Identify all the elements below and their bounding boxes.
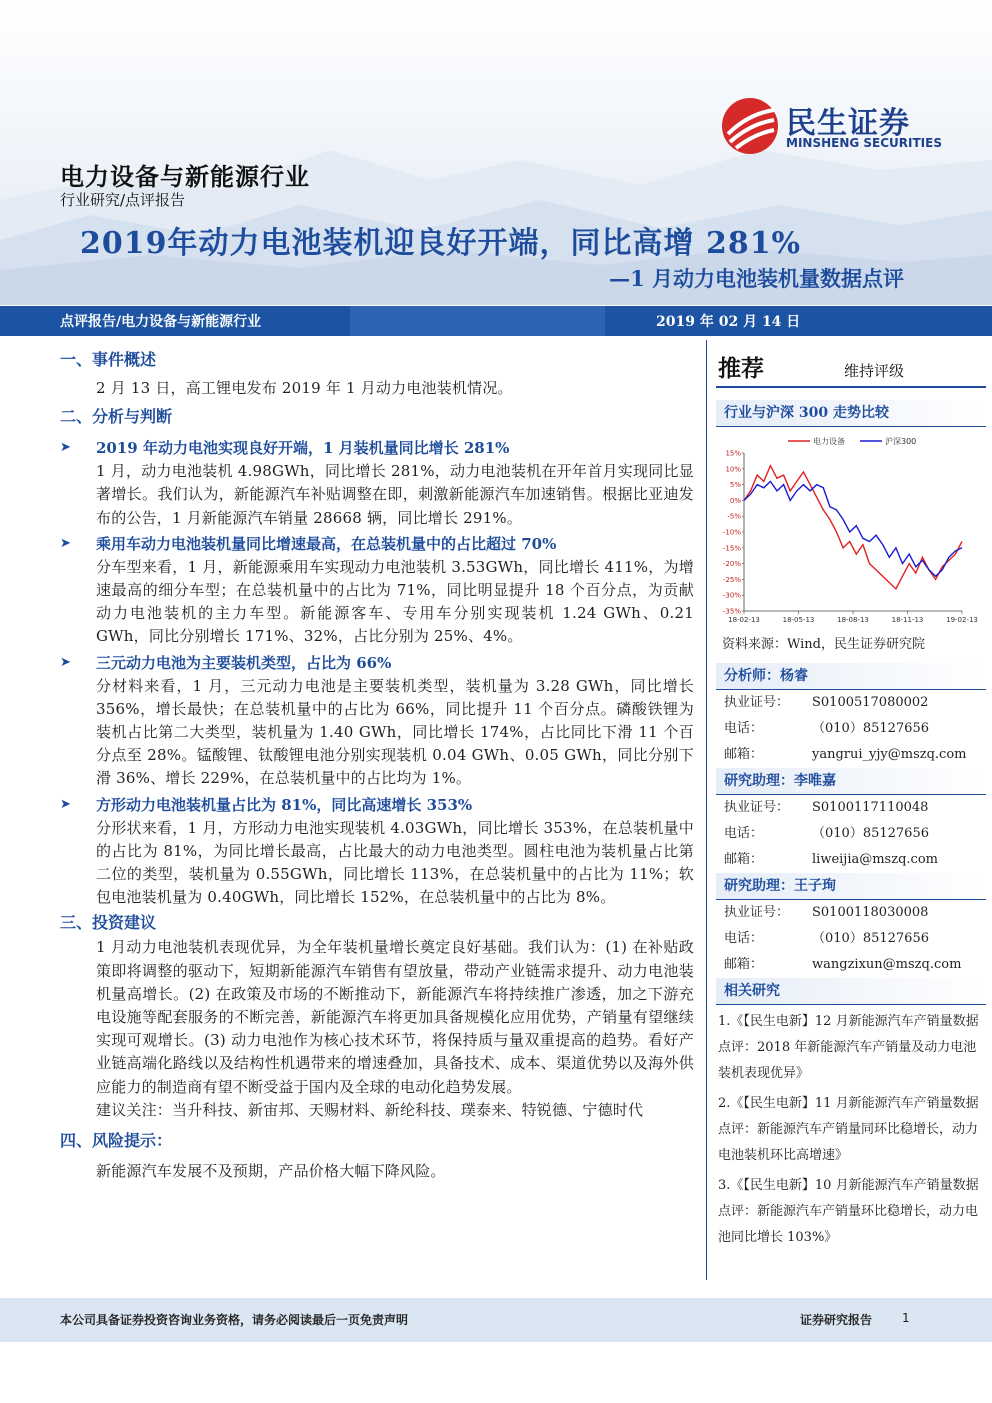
rating-box	[716, 346, 986, 388]
info-value: liweijia@mszq.com	[812, 852, 938, 867]
info-value: S0100118030008	[812, 905, 929, 920]
industry-name: 电力设备与新能源行业	[60, 163, 310, 191]
page-number: 1	[902, 1311, 910, 1325]
info-row	[716, 900, 986, 926]
related-item[interactable]: 1.《【民生电新】12 月新能源汽车产销量数据点评：2018 年新能源汽车产销量及动力电池装机表现优异》	[718, 1014, 979, 1081]
report-subtitle: —1 月动力电池装机量数据点评	[609, 266, 904, 291]
rating-label: 推荐	[718, 356, 764, 382]
assistant-heading: 研究助理：王子珣	[716, 873, 986, 900]
bullet-body: 分形状来看，1 月，方形动力电池实现装机 4.03GWh，同比增长 353%，在总装机量中的占比为 81%，为同比增长最高，占比最大的动力电池类型。圆柱电池为装机量占比第二位的类型，装机量为 0.55GWh，同比增长 113%，在总装机量中的占比为 11%；软包电池装机量为 0.40GWh，同比增长 152%，在总装机量中的占比为 8%。	[96, 818, 694, 907]
info-value: （010）85127656	[812, 721, 929, 736]
info-key: 邮箱：	[724, 957, 764, 972]
related-item[interactable]: 3.《【民生电新】10 月新能源汽车产销量数据点评：新能源汽车产销量环比稳增长，动力电池同比增长 103%》	[718, 1178, 979, 1245]
info-row	[716, 952, 986, 978]
arrow-bullet-icon: ➤	[60, 440, 71, 456]
section-paragraph: 新能源汽车发展不及预期，产品价格大幅下降风险。	[96, 1162, 446, 1181]
info-key: 电话：	[724, 721, 764, 736]
info-key: 执业证号：	[724, 905, 790, 920]
info-row	[716, 926, 986, 952]
arrow-bullet-icon: ➤	[60, 535, 71, 551]
y-tick-label: -30%	[722, 591, 741, 600]
y-tick-label: 10%	[725, 465, 741, 474]
bullet-body: 1 月，动力电池装机 4.98GWh，同比增长 281%，动力电池装机在开年首月实现同比显著增长。我们认为，新能源汽车补贴调整在即，刺激新能源汽车加速销售。根据比亚迪发布的公告，1 月新能源汽车销量 28668 辆，同比增长 291%。	[96, 462, 694, 527]
info-key: 邮箱：	[724, 852, 764, 867]
x-tick-label: 19-02-13	[946, 616, 978, 624]
chart-heading: 行业与沪深 300 走势比较	[716, 400, 986, 427]
info-bar-accent	[350, 306, 605, 336]
bullet-title	[60, 651, 694, 675]
legend-label: 电力设备	[813, 437, 845, 446]
performance-chart	[716, 431, 978, 631]
bullet-title-text: 三元动力电池为主要装机类型，占比为 66%	[96, 653, 392, 672]
related-heading: 相关研究	[716, 978, 986, 1005]
assistant-info	[716, 795, 986, 873]
section-heading: 一、事件概述	[60, 350, 157, 369]
bullet-title-text: 方形动力电池装机量占比为 81%，同比高速增长 353%	[96, 795, 473, 814]
report-date: 2019 年 02 月 14 日	[656, 314, 801, 330]
bullet-title	[60, 793, 694, 817]
section-paragraph: 2 月 13 日，高工锂电发布 2019 年 1 月动力电池装机情况。	[96, 379, 513, 397]
footer-label: 证券研究报告	[800, 1313, 873, 1327]
info-value: yangrui_yjy@mszq.com	[812, 747, 967, 762]
company-logo	[720, 96, 960, 156]
legend-label: 沪深300	[885, 437, 917, 446]
x-tick-label: 18-08-13	[837, 616, 869, 624]
logo-chinese-name: 民生证券	[786, 106, 910, 141]
y-tick-label: -5%	[727, 512, 741, 521]
info-key: 执业证号：	[724, 800, 790, 815]
assistant-info	[716, 900, 986, 978]
chart-svg	[716, 431, 978, 631]
main-content	[60, 346, 694, 1183]
bullet-title	[60, 436, 694, 460]
header-banner	[0, 0, 992, 305]
info-key: 执业证号：	[724, 695, 790, 710]
info-value: wangzixun@mszq.com	[812, 957, 962, 972]
y-tick-label: -10%	[722, 528, 741, 537]
y-tick-label: 5%	[729, 481, 741, 490]
info-bar	[0, 306, 992, 336]
bullet-body: 分材料来看，1 月，三元动力电池是主要装机类型，装机量为 3.28 GWh，同比增长 356%，增长最快；在总装机量中的占比为 66%，同比提升 11 个百分点。磷酸铁锂为装机占比第二大类型，装机量为 1.40 GWh，同比增长 174%，占比同比下滑 11 个百分点至 28%。锰酸锂、钛酸锂电池分别实现装机 0.04 GWh、0.05 GWh，同比分别下滑 36%、增长 229%，在总装机量中的占比均为 1%。	[96, 676, 694, 788]
y-tick-label: 15%	[725, 449, 741, 458]
section-paragraph: 建议关注：当升科技、新宙邦、天赐材料、新纶科技、璞泰来、特锐德、宁德时代	[96, 1100, 644, 1119]
info-value: S0100517080002	[812, 695, 929, 710]
logo-mark-icon	[720, 96, 780, 156]
section-paragraph: 1 月动力电池装机表现优异，为全年装机量增长奠定良好基础。我们认为：(1) 在补贴政策即将调整的驱动下，短期新能源汽车销售有望放量，带动产业链需求提升、动力电池装机量高增长。(2) 在政策及市场的不断推动下，新能源汽车将持续推广渗透，加之下游充电设施等配套服务的不断完善，新能源汽车将更加具备规模化应用优势，产销量有望继续实现可观增长。(3) 动力电池作为核心技术环节，将保持质与量双重提高的趋势。看好产业链高端化路线以及结构性机遇带来的增速叠加，具备技术、成本、渠道优势以及海外供应能力的制造商有望不断受益于国内及全球的电动化趋势发展。	[96, 938, 694, 1096]
x-tick-label: 18-02-13	[728, 616, 760, 624]
analyst-heading: 分析师：杨睿	[716, 663, 986, 690]
info-row	[716, 847, 986, 873]
info-key: 邮箱：	[724, 747, 764, 762]
info-value: （010）85127656	[812, 826, 929, 841]
analyst-info	[716, 690, 986, 768]
bullet-body: 分车型来看，1 月，新能源乘用车实现动力电池装机 3.53GWh，同比增长 411%，为增速最高的细分车型；在总装机量中的占比为 71%，同比明显提升 18 个百分点，为贡献动力电池装机的主力车型。新能源客车、专用车分别实现装机 1.24 GWh、0.21 GWh，同比分别增长 171%、32%，占比分别为 25%、4%。	[96, 557, 694, 646]
column-divider	[706, 340, 707, 1280]
report-type: 行业研究/点评报告	[60, 191, 186, 209]
arrow-bullet-icon: ➤	[60, 654, 71, 670]
y-tick-label: 0%	[729, 496, 741, 505]
series-line	[744, 481, 962, 576]
info-key: 电话：	[724, 931, 764, 946]
arrow-bullet-icon: ➤	[60, 796, 71, 812]
section-heading: 四、风险提示：	[60, 1131, 173, 1151]
bullet-title-text: 2019 年动力电池实现良好开端，1 月装机量同比增长 281%	[96, 439, 510, 458]
info-key: 电话：	[724, 826, 764, 841]
related-item[interactable]: 2.《【民生电新】11 月新能源汽车产销量数据点评：新能源汽车产销量同环比稳增长，动力电池装机环比高增速》	[718, 1096, 979, 1163]
y-tick-label: -15%	[722, 544, 741, 553]
info-row	[716, 821, 986, 847]
info-bar-category: 点评报告/电力设备与新能源行业	[60, 314, 262, 330]
info-row	[716, 690, 986, 716]
logo-english-name: MINSHENG SECURITIES	[786, 136, 942, 150]
info-value: S0100117110048	[812, 800, 929, 815]
report-title: 2019年动力电池装机迎良好开端，同比高增 281%	[80, 226, 802, 261]
assistant-heading: 研究助理：李唯嘉	[716, 768, 986, 795]
page-footer	[0, 1298, 992, 1342]
section-heading: 二、分析与判断	[60, 407, 173, 427]
y-tick-label: -25%	[722, 575, 741, 584]
x-tick-label: 18-11-13	[891, 616, 924, 624]
info-row	[716, 742, 986, 768]
rating-note: 维持评级	[844, 362, 905, 380]
info-row	[716, 795, 986, 821]
x-tick-label: 18-05-13	[782, 616, 815, 624]
section-heading: 三、投资建议	[60, 913, 157, 933]
footer-disclaimer: 本公司具备证券投资咨询业务资格，请务必阅读最后一页免责声明	[60, 1313, 409, 1327]
bullet-title	[60, 532, 694, 556]
info-value: （010）85127656	[812, 931, 929, 946]
y-tick-label: -35%	[722, 607, 741, 616]
chart-source: 资料来源：Wind，民生证券研究院	[722, 637, 925, 652]
bullet-title-text: 乘用车动力电池装机量同比增速最高，在总装机量中的占比超过 70%	[96, 534, 557, 553]
info-row	[716, 716, 986, 742]
y-tick-label: -20%	[722, 560, 741, 569]
sidebar	[716, 346, 986, 1251]
